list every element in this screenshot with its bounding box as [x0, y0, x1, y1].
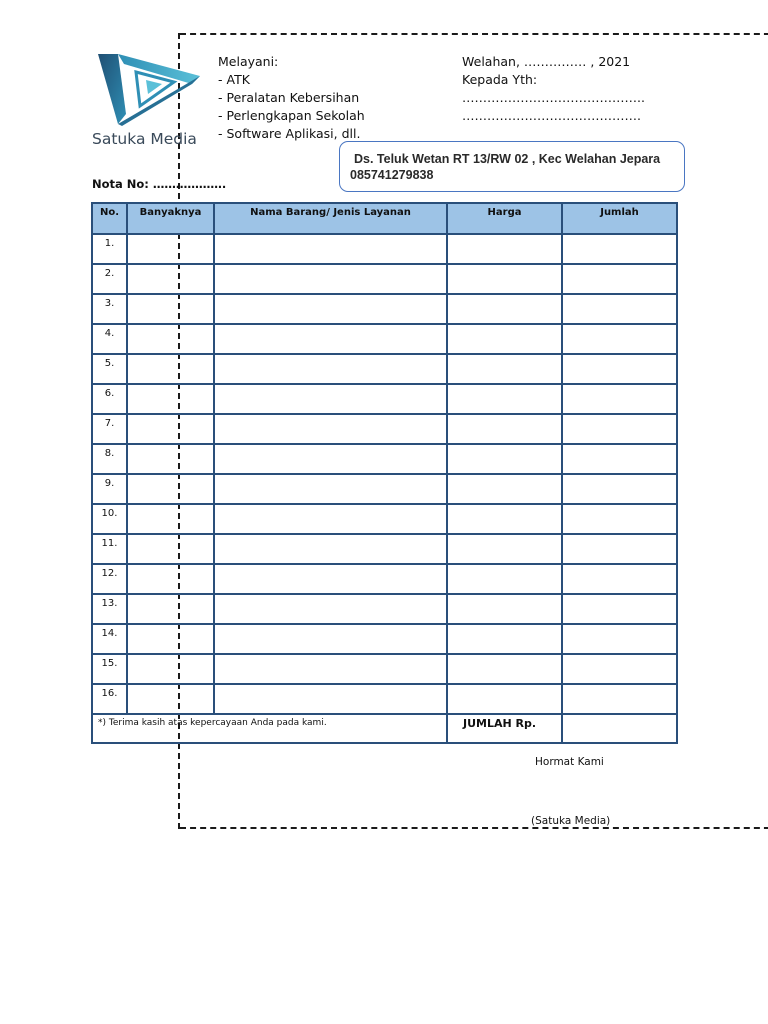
quantity-cell[interactable]: [127, 384, 214, 414]
table-row: [92, 684, 677, 714]
total-amount-cell[interactable]: [562, 714, 677, 743]
item-name-cell[interactable]: [214, 624, 447, 654]
date-line: Welahan, …………… , 2021: [462, 54, 631, 69]
row-number: 13.: [92, 594, 127, 624]
price-cell[interactable]: [447, 354, 562, 384]
price-cell[interactable]: [447, 414, 562, 444]
column-header-no: No.: [92, 203, 127, 234]
row-number: 8.: [92, 444, 127, 474]
price-cell[interactable]: [447, 504, 562, 534]
table-row: [92, 534, 677, 564]
table-row: [92, 354, 677, 384]
quantity-cell[interactable]: [127, 324, 214, 354]
item-name-cell[interactable]: [214, 504, 447, 534]
price-cell[interactable]: [447, 234, 562, 264]
service-item: - ATK: [218, 72, 250, 87]
service-item: - Perlengkapan Sekolah: [218, 108, 365, 123]
row-number: 15.: [92, 654, 127, 684]
total-cell[interactable]: [562, 534, 677, 564]
total-cell[interactable]: [562, 324, 677, 354]
item-name-cell[interactable]: [214, 594, 447, 624]
price-cell[interactable]: [447, 264, 562, 294]
quantity-cell[interactable]: [127, 624, 214, 654]
item-name-cell[interactable]: [214, 414, 447, 444]
item-name-cell[interactable]: [214, 654, 447, 684]
quantity-cell[interactable]: [127, 654, 214, 684]
quantity-cell[interactable]: [127, 504, 214, 534]
item-name-cell[interactable]: [214, 564, 447, 594]
quantity-cell[interactable]: [127, 294, 214, 324]
table-footer-row: [92, 714, 677, 743]
services-title: Melayani:: [218, 54, 279, 69]
price-cell[interactable]: [447, 564, 562, 594]
price-cell[interactable]: [447, 684, 562, 714]
services-list: [218, 53, 365, 143]
cut-line-bottom: [180, 827, 768, 829]
row-number: 1.: [92, 234, 127, 264]
price-cell[interactable]: [447, 594, 562, 624]
table-row: [92, 264, 677, 294]
total-cell[interactable]: [562, 354, 677, 384]
address-box: [339, 141, 685, 192]
total-cell[interactable]: [562, 564, 677, 594]
invoice-table: [91, 202, 678, 744]
item-name-cell[interactable]: [214, 384, 447, 414]
row-number: 16.: [92, 684, 127, 714]
total-label: JUMLAH Rp.: [463, 717, 537, 730]
quantity-cell[interactable]: [127, 594, 214, 624]
logo-triangle-icon: [96, 50, 206, 130]
row-number: 9.: [92, 474, 127, 504]
table-header-row: [92, 203, 677, 234]
recipient-block: [462, 53, 645, 125]
price-cell[interactable]: [447, 384, 562, 414]
nota-number: Nota No: ……………….: [92, 177, 227, 191]
item-name-cell[interactable]: [214, 264, 447, 294]
table-row: [92, 504, 677, 534]
table-row: [92, 624, 677, 654]
column-header-price: Harga: [447, 203, 562, 234]
quantity-cell[interactable]: [127, 684, 214, 714]
table-row: [92, 564, 677, 594]
column-header-quantity: Banyaknya: [127, 203, 214, 234]
table-row: [92, 654, 677, 684]
total-label-cell: [447, 714, 562, 743]
price-cell[interactable]: [447, 444, 562, 474]
total-cell[interactable]: [562, 624, 677, 654]
total-cell[interactable]: [562, 654, 677, 684]
item-name-cell[interactable]: [214, 354, 447, 384]
recipient-label: Kepada Yth:: [462, 72, 538, 87]
total-cell[interactable]: [562, 234, 677, 264]
item-name-cell[interactable]: [214, 534, 447, 564]
column-header-total: Jumlah: [562, 203, 677, 234]
item-name-cell[interactable]: [214, 234, 447, 264]
table-row: [92, 474, 677, 504]
column-header-item-name: Nama Barang/ Jenis Layanan: [214, 203, 447, 234]
price-cell[interactable]: [447, 534, 562, 564]
price-cell[interactable]: [447, 294, 562, 324]
price-cell[interactable]: [447, 624, 562, 654]
item-name-cell[interactable]: [214, 444, 447, 474]
recipient-blank-line: …………………………………….: [462, 108, 641, 123]
price-cell[interactable]: [447, 324, 562, 354]
table-row: [92, 324, 677, 354]
phone-number: 085741279838: [350, 168, 434, 182]
item-name-cell[interactable]: [214, 684, 447, 714]
table-row: [92, 444, 677, 474]
row-number: 6.: [92, 384, 127, 414]
signature-name: (Satuka Media): [531, 815, 611, 827]
total-cell[interactable]: [562, 294, 677, 324]
total-cell[interactable]: [562, 384, 677, 414]
quantity-cell[interactable]: [127, 414, 214, 444]
total-cell[interactable]: [562, 414, 677, 444]
total-cell[interactable]: [562, 474, 677, 504]
quantity-cell[interactable]: [127, 444, 214, 474]
table-row: [92, 294, 677, 324]
service-item: - Software Aplikasi, dll.: [218, 126, 361, 141]
price-cell[interactable]: [447, 474, 562, 504]
logo-text: Satuka Media: [92, 130, 197, 148]
item-name-cell[interactable]: [214, 294, 447, 324]
table-row: [92, 594, 677, 624]
signature-greeting: Hormat Kami: [535, 756, 604, 768]
row-number: 11.: [92, 534, 127, 564]
total-cell[interactable]: [562, 444, 677, 474]
row-number: 7.: [92, 414, 127, 444]
total-cell[interactable]: [562, 594, 677, 624]
thank-you-note: [92, 714, 447, 743]
row-number: 14.: [92, 624, 127, 654]
company-logo: [92, 48, 212, 148]
address-line: Ds. Teluk Wetan RT 13/RW 02 , Kec Welahan Jepara: [354, 152, 661, 166]
service-item: - Peralatan Kebersihan: [218, 90, 360, 105]
table-row: [92, 414, 677, 444]
row-number: 5.: [92, 354, 127, 384]
row-number: 10.: [92, 504, 127, 534]
quantity-cell[interactable]: [127, 474, 214, 504]
table-row: [92, 234, 677, 264]
row-number: 2.: [92, 264, 127, 294]
quantity-cell[interactable]: [127, 534, 214, 564]
quantity-cell[interactable]: [127, 564, 214, 594]
thank-you-text: *) Terima kasih atas kepercayaan Anda pada kami.: [98, 718, 327, 728]
quantity-cell[interactable]: [127, 234, 214, 264]
price-cell[interactable]: [447, 654, 562, 684]
cut-line-top: [180, 33, 768, 35]
item-name-cell[interactable]: [214, 474, 447, 504]
quantity-cell[interactable]: [127, 354, 214, 384]
recipient-blank-line: ……………………………………..: [462, 90, 645, 105]
item-name-cell[interactable]: [214, 324, 447, 354]
row-number: 12.: [92, 564, 127, 594]
row-number: 3.: [92, 294, 127, 324]
row-number: 4.: [92, 324, 127, 354]
total-cell[interactable]: [562, 264, 677, 294]
total-cell[interactable]: [562, 684, 677, 714]
table-row: [92, 384, 677, 414]
quantity-cell[interactable]: [127, 264, 214, 294]
total-cell[interactable]: [562, 504, 677, 534]
